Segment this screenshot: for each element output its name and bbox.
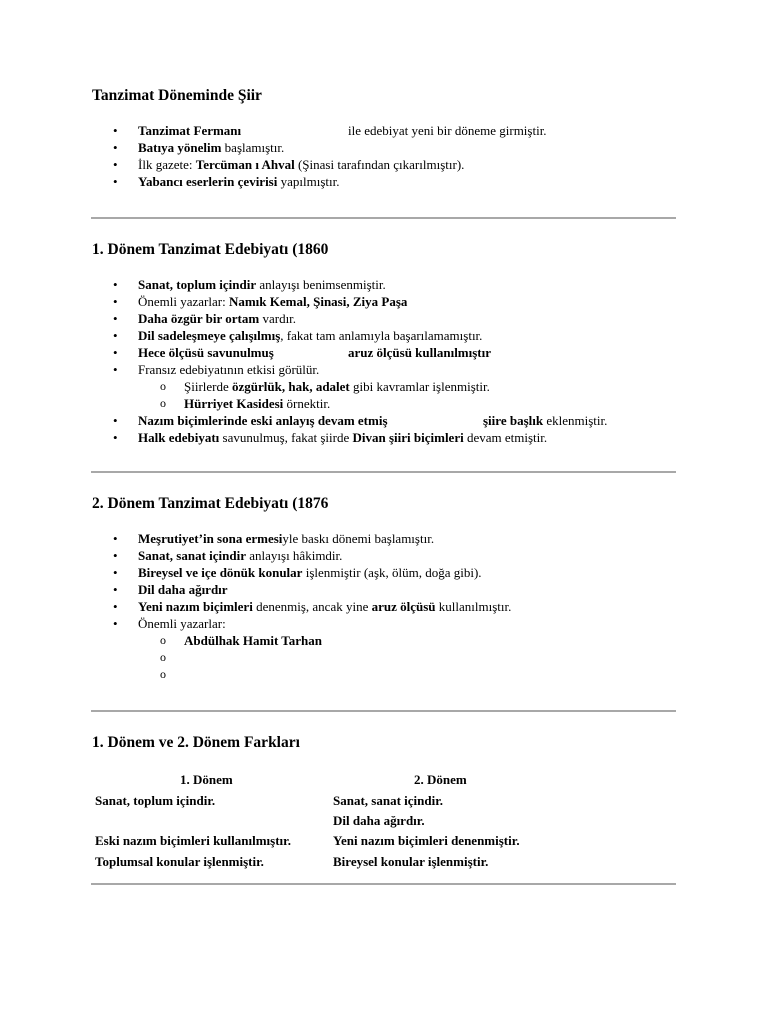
list-item: • Önemli yazarlar: Namık Kemal, Şinasi, Ziya Paşa — [0, 293, 768, 310]
list-item: • İlk gazete: Tercüman ı Ahval (Şinasi tarafından çıkarılmıştır). — [0, 156, 768, 173]
list-item: • Hece ölçüsü savunulmuş aruz ölçüsü kullanılmıştır — [0, 344, 768, 361]
table-cell: Eski nazım biçimleri kullanılmıştır. — [95, 833, 291, 848]
list-item: • Batıya yönelim başlamıştır. — [0, 139, 768, 156]
sub-list-item: o Abdülhak Hamit Tarhan — [0, 632, 768, 649]
section-divider — [91, 471, 676, 473]
sub-list-item-empty — [0, 666, 768, 683]
list-item: • Meşrutiyet’in sona ermesiyle baskı dönemi başlamıştır. — [0, 530, 768, 547]
section-title-tanzimat-siir: Tanzimat Döneminde Şiir — [92, 87, 262, 104]
list-item: • Tanzimat Fermanı ile edebiyat yeni bir döneme girmiştir. — [0, 122, 768, 139]
list-item: • Önemli yazarlar: — [0, 615, 768, 632]
list-item: • Halk edebiyatı savunulmuş, fakat şiirde Divan şiiri biçimleri devam etmiştir. — [0, 429, 768, 446]
sub-list-item: o Şiirlerde özgürlük, hak, adalet gibi kavramlar işlenmiştir. — [0, 378, 768, 395]
table-cell: Yeni nazım biçimleri denenmiştir. — [333, 833, 520, 848]
table-cell: Toplumsal konular işlenmiştir. — [95, 854, 264, 869]
list-item: • Fransız edebiyatının etkisi görülür. — [0, 361, 768, 378]
section-title-2-donem: 2. Dönem Tanzimat Edebiyatı (1876 — [92, 495, 329, 512]
donem2-list — [0, 530, 768, 683]
list-item: • Nazım biçimlerinde eski anlayış devam etmiş şiire başlık eklenmiştir. — [0, 412, 768, 429]
table-cell: Sanat, toplum içindir. — [95, 793, 216, 808]
list-item: • Sanat, sanat içindir anlayışı hâkimdir. — [0, 547, 768, 564]
tanzimat-intro-list — [0, 122, 768, 190]
section-divider — [91, 883, 676, 885]
list-item: • Yabancı eserlerin çevirisi yapılmıştır. — [0, 173, 768, 190]
list-item: • Dil daha ağırdır — [0, 581, 768, 598]
list-item: • Bireysel ve içe dönük konular işlenmiştir (aşk, ölüm, doğa gibi). — [0, 564, 768, 581]
list-item: • Yeni nazım biçimleri denenmiş, ancak yine aruz ölçüsü kullanılmıştır. — [0, 598, 768, 615]
section-divider — [91, 710, 676, 712]
sub-list-item-empty — [0, 649, 768, 666]
section-title-1-donem: 1. Dönem Tanzimat Edebiyatı (1860 — [92, 241, 329, 258]
table-header-donem1: 1. Dönem — [180, 772, 233, 787]
table-cell: Bireysel konular işlenmiştir. — [333, 854, 489, 869]
table-header-donem2: 2. Dönem — [414, 772, 467, 787]
donem1-list — [0, 276, 768, 446]
list-item: • Dil sadeleşmeye çalışılmış, fakat tam anlamıyla başarılamamıştır. — [0, 327, 768, 344]
section-title-farklar: 1. Dönem ve 2. Dönem Farkları — [92, 734, 300, 751]
sub-list-item: o Hürriyet Kasidesi örnektir. — [0, 395, 768, 412]
table-cell: Dil daha ağırdır. — [333, 813, 425, 828]
list-item: • Daha özgür bir ortam vardır. — [0, 310, 768, 327]
table-cell: Sanat, sanat içindir. — [333, 793, 444, 808]
section-divider — [91, 217, 676, 219]
list-item: • Sanat, toplum içindir anlayışı benimsenmiştir. — [0, 276, 768, 293]
